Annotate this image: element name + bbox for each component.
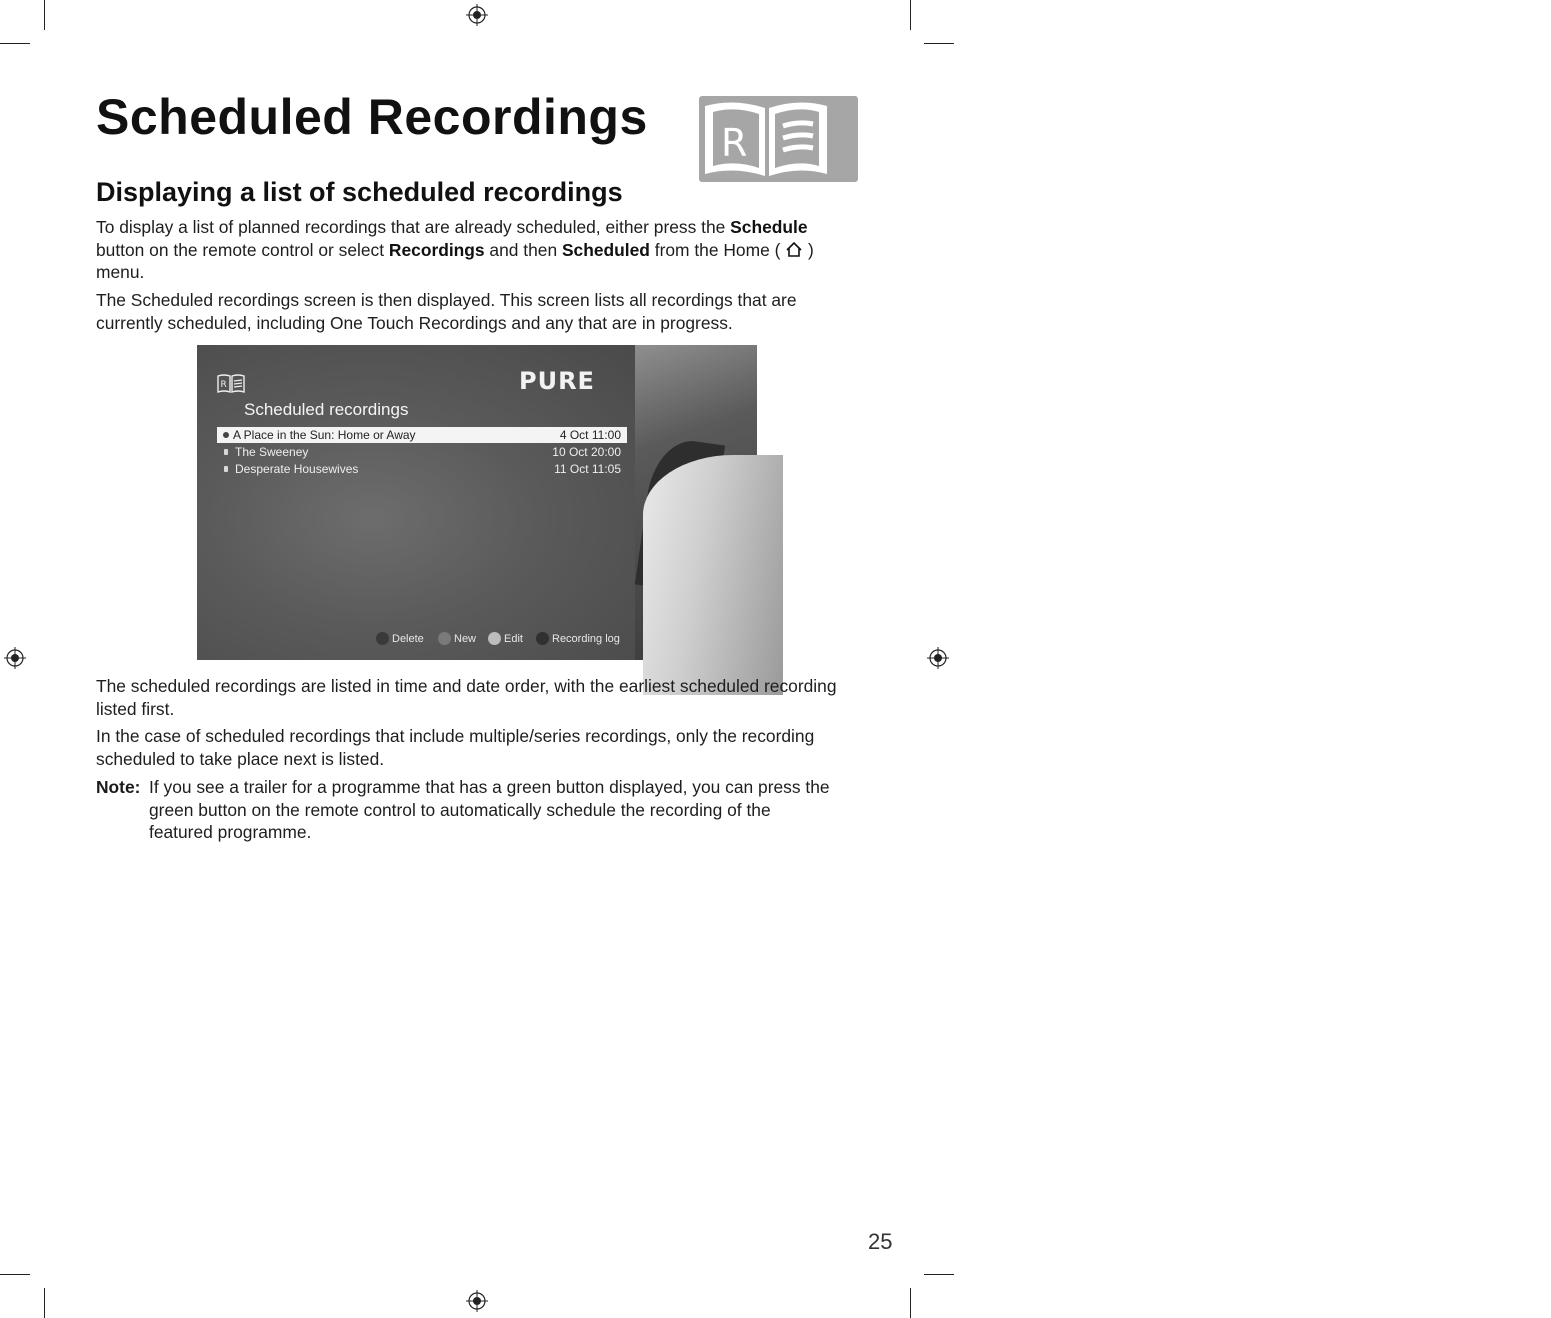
- crop-mark: [44, 0, 45, 30]
- page-number: 25: [868, 1229, 893, 1254]
- text-run: and then: [484, 239, 562, 260]
- recording-title: A Place in the Sun: Home or Away: [233, 428, 416, 442]
- scheduled-recordings-screenshot: [197, 345, 757, 660]
- scheduled-menu-ref: Scheduled: [561, 239, 650, 260]
- text-run: To display a list of planned recordings that are already scheduled, either press the: [96, 217, 731, 237]
- home-icon: [785, 241, 803, 258]
- red-button-icon: [376, 632, 389, 645]
- recordings-book-icon: [217, 373, 245, 393]
- text-run: ) menu.: [96, 239, 814, 282]
- registration-mark-icon: [927, 647, 949, 669]
- crop-mark: [44, 1288, 45, 1318]
- note-text: If you see a trailer for a programme that has a green button displayed, you can press the green button on the remote control to automatically schedule the recording of the featured programme.: [149, 777, 830, 842]
- car-shape: [643, 455, 783, 695]
- yellow-button-icon: [488, 632, 501, 645]
- section-tab-label: Scheduled: [1537, 215, 1551, 272]
- recording-status-icon: [224, 449, 228, 455]
- blue-button-icon: [536, 632, 549, 645]
- order-paragraph: The scheduled recordings are listed in time and date order, with the earliest scheduled recording listed first.: [96, 676, 837, 719]
- screen-heading: Scheduled recordings: [244, 400, 409, 419]
- key-label: Recording log: [552, 633, 620, 645]
- registration-mark-icon: [4, 647, 26, 669]
- recording-title: The Sweeney: [235, 445, 309, 459]
- recording-row[interactable]: [217, 461, 627, 477]
- svg-text:R: R: [220, 380, 227, 390]
- green-button-icon: [438, 632, 451, 645]
- crop-mark: [910, 1288, 911, 1318]
- note-label: Note:: [96, 777, 141, 797]
- intro-paragraph-2: The Scheduled recordings screen is then displayed. This screen lists all recordings that are currently scheduled, including One Touch Recordings and any that are in progress.: [96, 290, 797, 333]
- section-heading: Displaying a list of scheduled recordings: [96, 177, 623, 207]
- recording-status-icon: [223, 432, 229, 438]
- recording-datetime: 10 Oct 20:00: [552, 445, 621, 459]
- key-label: Edit: [504, 633, 523, 645]
- crop-mark: [924, 1274, 954, 1275]
- series-paragraph: In the case of scheduled recordings that include multiple/series recordings, only the recording scheduled to take place next is listed.: [96, 726, 815, 769]
- schedule-button-ref: Schedule: [730, 217, 808, 237]
- svg-text:R: R: [721, 121, 748, 165]
- recording-datetime: 4 Oct 11:00: [559, 428, 621, 442]
- recordings-book-icon: [699, 96, 834, 182]
- text-run: from the Home (: [649, 239, 786, 260]
- recording-title: Desperate Housewives: [235, 462, 359, 476]
- intro-paragraph-1: [96, 216, 848, 284]
- registration-mark-icon: [466, 1290, 488, 1312]
- recordings-menu-ref: Recordings: [388, 239, 485, 260]
- page-title: Scheduled Recordings: [96, 89, 648, 145]
- recording-status-icon: [224, 466, 228, 472]
- recording-row[interactable]: [217, 444, 627, 460]
- crop-mark: [0, 1274, 30, 1275]
- text-run: button on the remote control or select: [96, 239, 389, 260]
- recording-datetime: 11 Oct 11:05: [554, 462, 621, 476]
- key-label: Delete: [392, 633, 424, 645]
- registration-mark-icon: [466, 4, 488, 26]
- crop-mark: [0, 43, 30, 44]
- recording-row[interactable]: [217, 427, 627, 443]
- crop-mark: [924, 43, 954, 44]
- crop-mark: [910, 0, 911, 30]
- pure-logo: PURE: [519, 367, 595, 395]
- key-label: New: [454, 633, 477, 645]
